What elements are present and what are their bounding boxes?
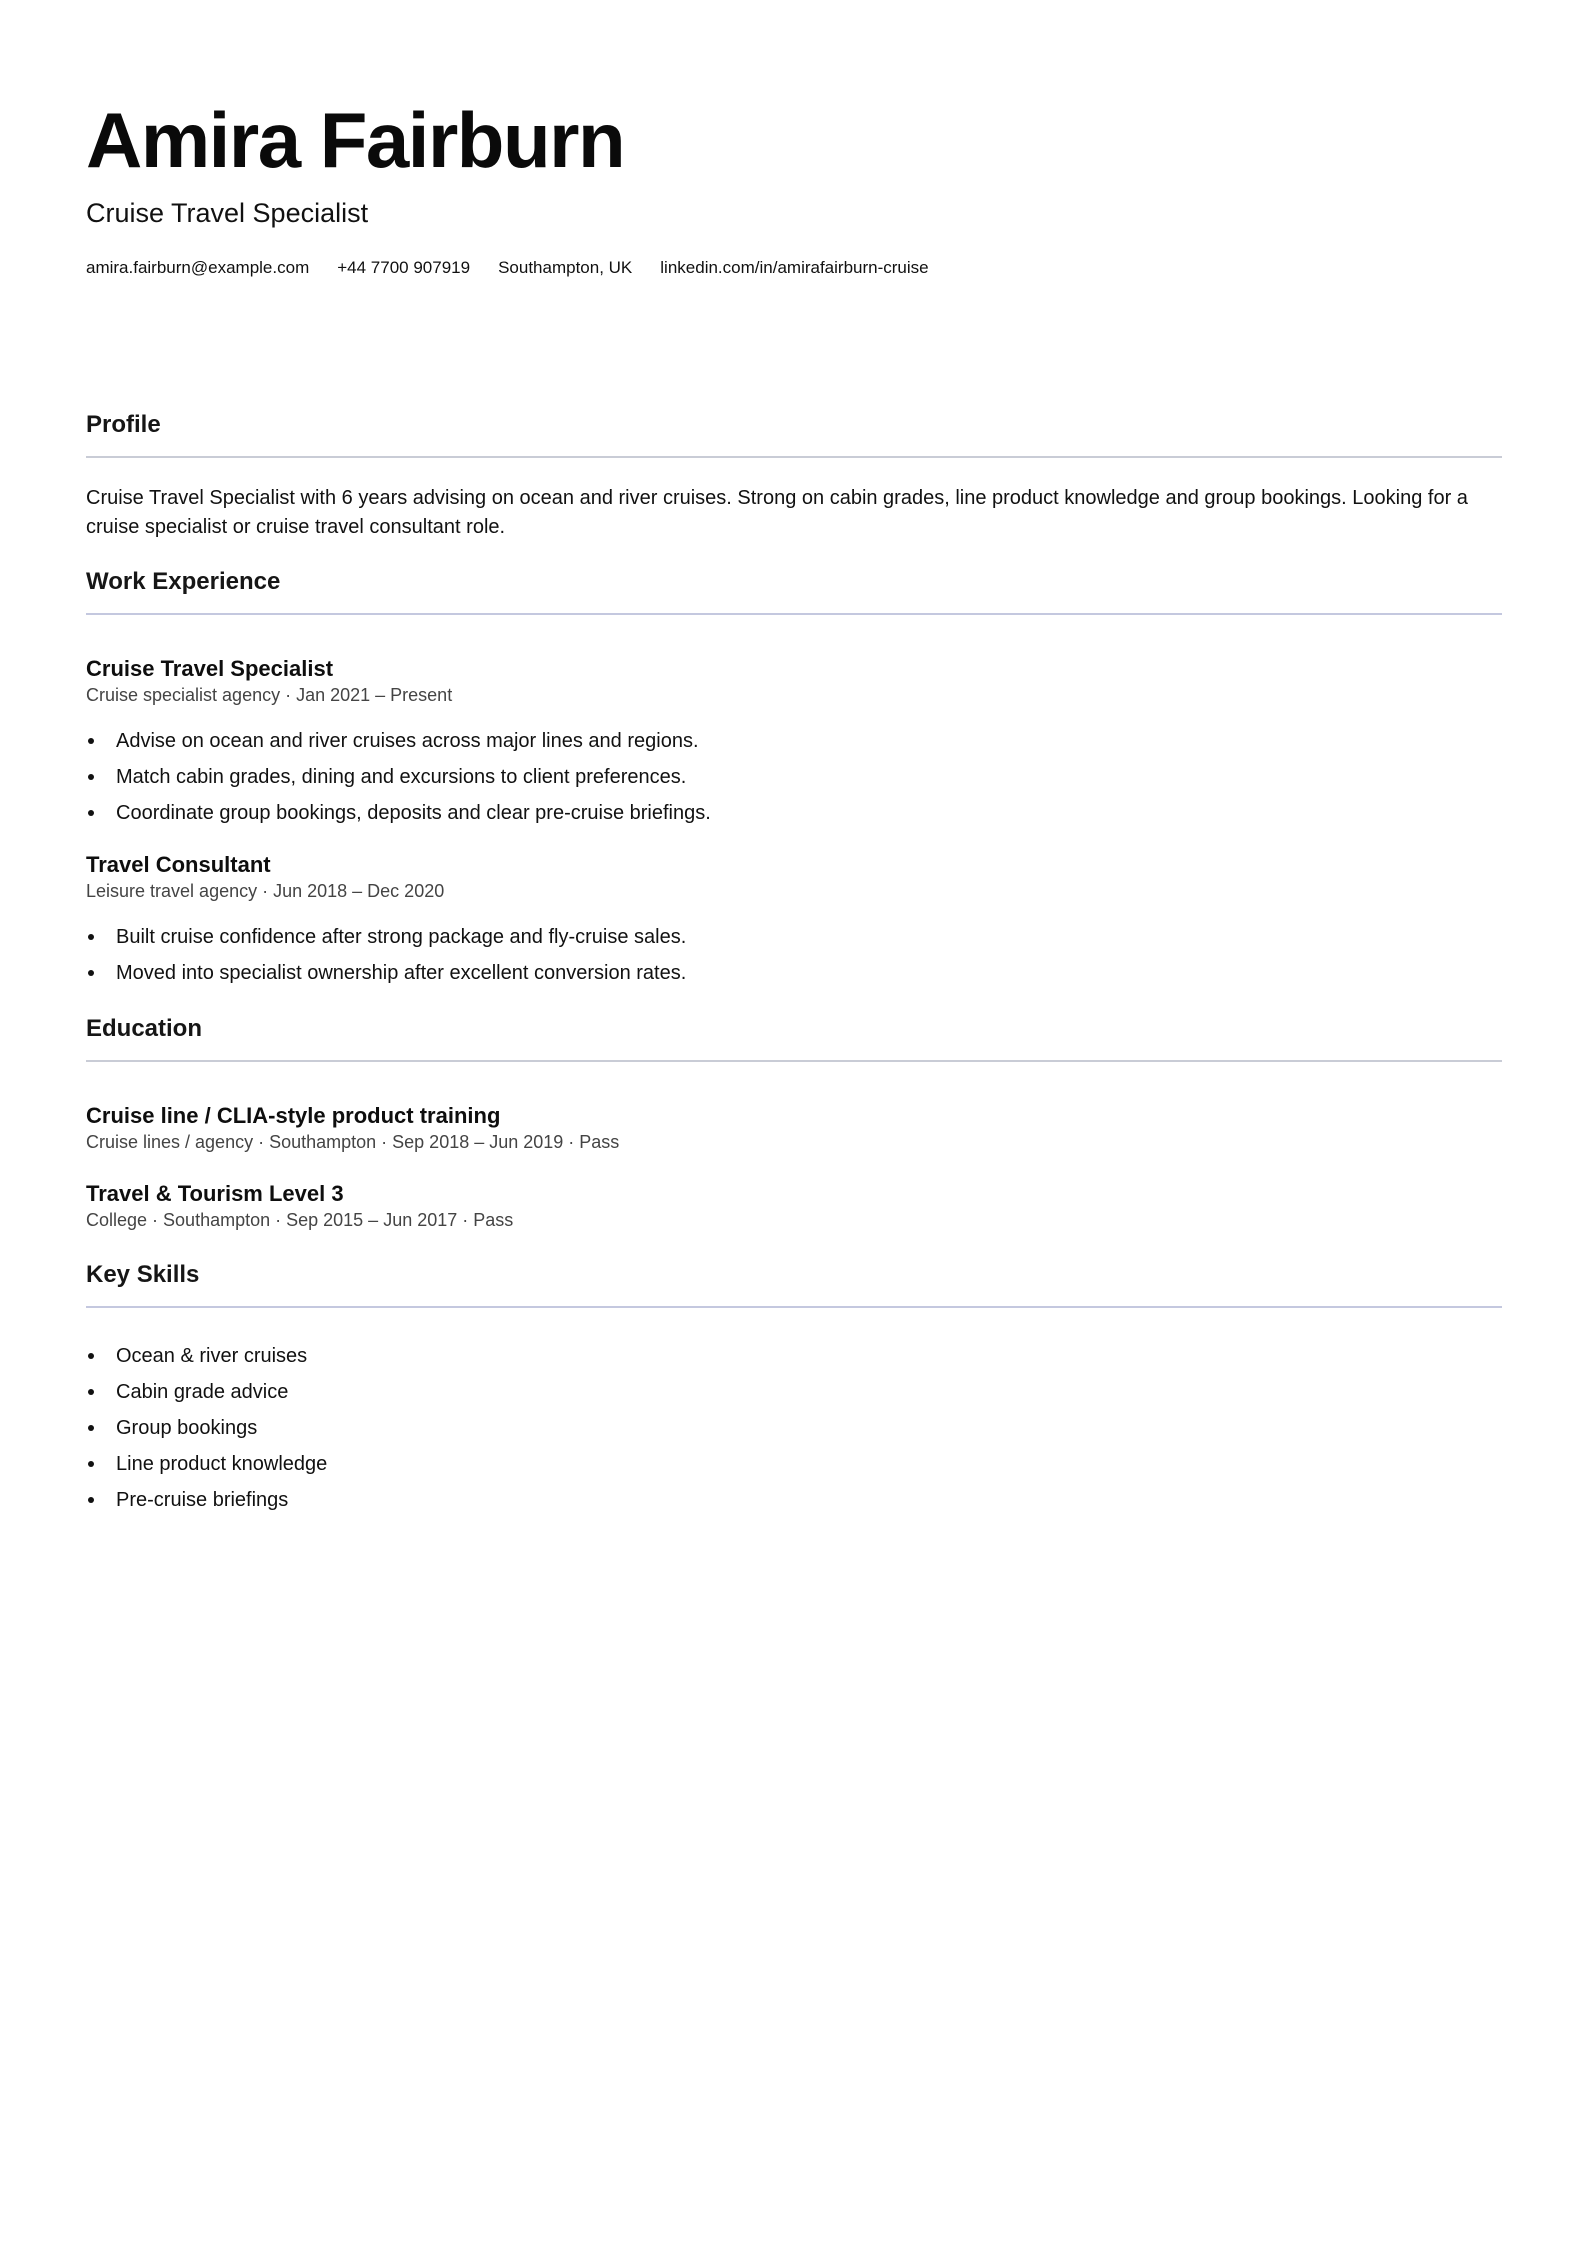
education-title: Cruise line / CLIA-style product training: [86, 1103, 501, 1128]
bullet-icon: [88, 934, 94, 940]
job-entry: [86, 655, 1502, 831]
list-item: [86, 919, 1502, 955]
contact-location: Southampton, UK: [498, 258, 633, 277]
list-item: [86, 1446, 1502, 1482]
education-title: Travel & Tourism Level 3: [86, 1181, 344, 1206]
bullet-icon: [88, 1497, 94, 1503]
job-meta: Leisure travel agency · Jun 2018 – Dec 2020: [86, 881, 445, 901]
skill-text: Pre-cruise briefings: [116, 1489, 289, 1511]
contact-line: [86, 256, 957, 280]
contact-email[interactable]: amira.fairburn@example.com: [86, 258, 310, 277]
list-item: [86, 1374, 1502, 1410]
list-item: [86, 1410, 1502, 1446]
education-section: [86, 1014, 1502, 1232]
bullet-text: Coordinate group bookings, deposits and clear pre-cruise briefings.: [116, 802, 711, 824]
section-divider: [86, 1306, 1502, 1308]
list-item: [86, 1482, 1502, 1518]
list-item: [86, 955, 1502, 991]
section-divider: [86, 613, 1502, 615]
job-meta: Cruise specialist agency · Jan 2021 – Present: [86, 685, 453, 705]
job-title: Travel Consultant: [86, 852, 271, 877]
job-entry: [86, 851, 1502, 991]
section-heading-experience: Work Experience: [86, 568, 281, 595]
list-item: [86, 795, 1502, 831]
job-bullets: [86, 723, 1502, 831]
list-item: [86, 1338, 1502, 1374]
skills-section: [86, 1260, 1502, 1518]
candidate-name: Amira Fairburn: [86, 96, 625, 184]
experience-section: [86, 567, 1502, 991]
bullet-text: Moved into specialist ownership after excellent conversion rates.: [116, 962, 687, 984]
bullet-icon: [88, 774, 94, 780]
education-meta: College · Southampton · Sep 2015 – Jun 2017 · Pass: [86, 1210, 514, 1230]
bullet-icon: [88, 738, 94, 744]
contact-linkedin[interactable]: linkedin.com/in/amirafairburn-cruise: [660, 258, 929, 277]
list-item: [86, 759, 1502, 795]
section-divider: [86, 1060, 1502, 1062]
job-title: Cruise Travel Specialist: [86, 656, 334, 681]
skill-text: Ocean & river cruises: [116, 1345, 308, 1367]
bullet-text: Built cruise confidence after strong package and fly-cruise sales.: [116, 926, 687, 948]
contact-phone[interactable]: +44 7700 907919: [337, 258, 471, 277]
bullet-icon: [88, 970, 94, 976]
candidate-title: Cruise Travel Specialist: [86, 198, 369, 228]
skill-text: Cabin grade advice: [116, 1381, 289, 1403]
job-bullets: [86, 919, 1502, 991]
skill-text: Group bookings: [116, 1417, 258, 1439]
list-item: [86, 723, 1502, 759]
section-heading-profile: Profile: [86, 411, 161, 438]
bullet-icon: [88, 1461, 94, 1467]
bullet-icon: [88, 1353, 94, 1359]
section-heading-education: Education: [86, 1015, 203, 1042]
education-entry: [86, 1180, 1502, 1232]
profile-summary: Cruise Travel Specialist with 6 years advising on ocean and river cruises. Strong on cabin grades, line product knowledge and group bookings. Looking for a cruise specialist or cruise travel consultant role.: [86, 487, 1468, 538]
profile-section: [86, 410, 1502, 542]
section-heading-skills: Key Skills: [86, 1261, 200, 1288]
bullet-text: Match cabin grades, dining and excursions to client preferences.: [116, 766, 687, 788]
bullet-icon: [88, 810, 94, 816]
skill-text: Line product knowledge: [116, 1453, 328, 1475]
education-meta: Cruise lines / agency · Southampton · Sep 2018 – Jun 2019 · Pass: [86, 1132, 620, 1152]
section-divider: [86, 456, 1502, 458]
skills-list: [86, 1338, 1502, 1518]
bullet-text: Advise on ocean and river cruises across major lines and regions.: [116, 730, 699, 752]
bullet-icon: [88, 1389, 94, 1395]
bullet-icon: [88, 1425, 94, 1431]
education-entry: [86, 1102, 1502, 1154]
